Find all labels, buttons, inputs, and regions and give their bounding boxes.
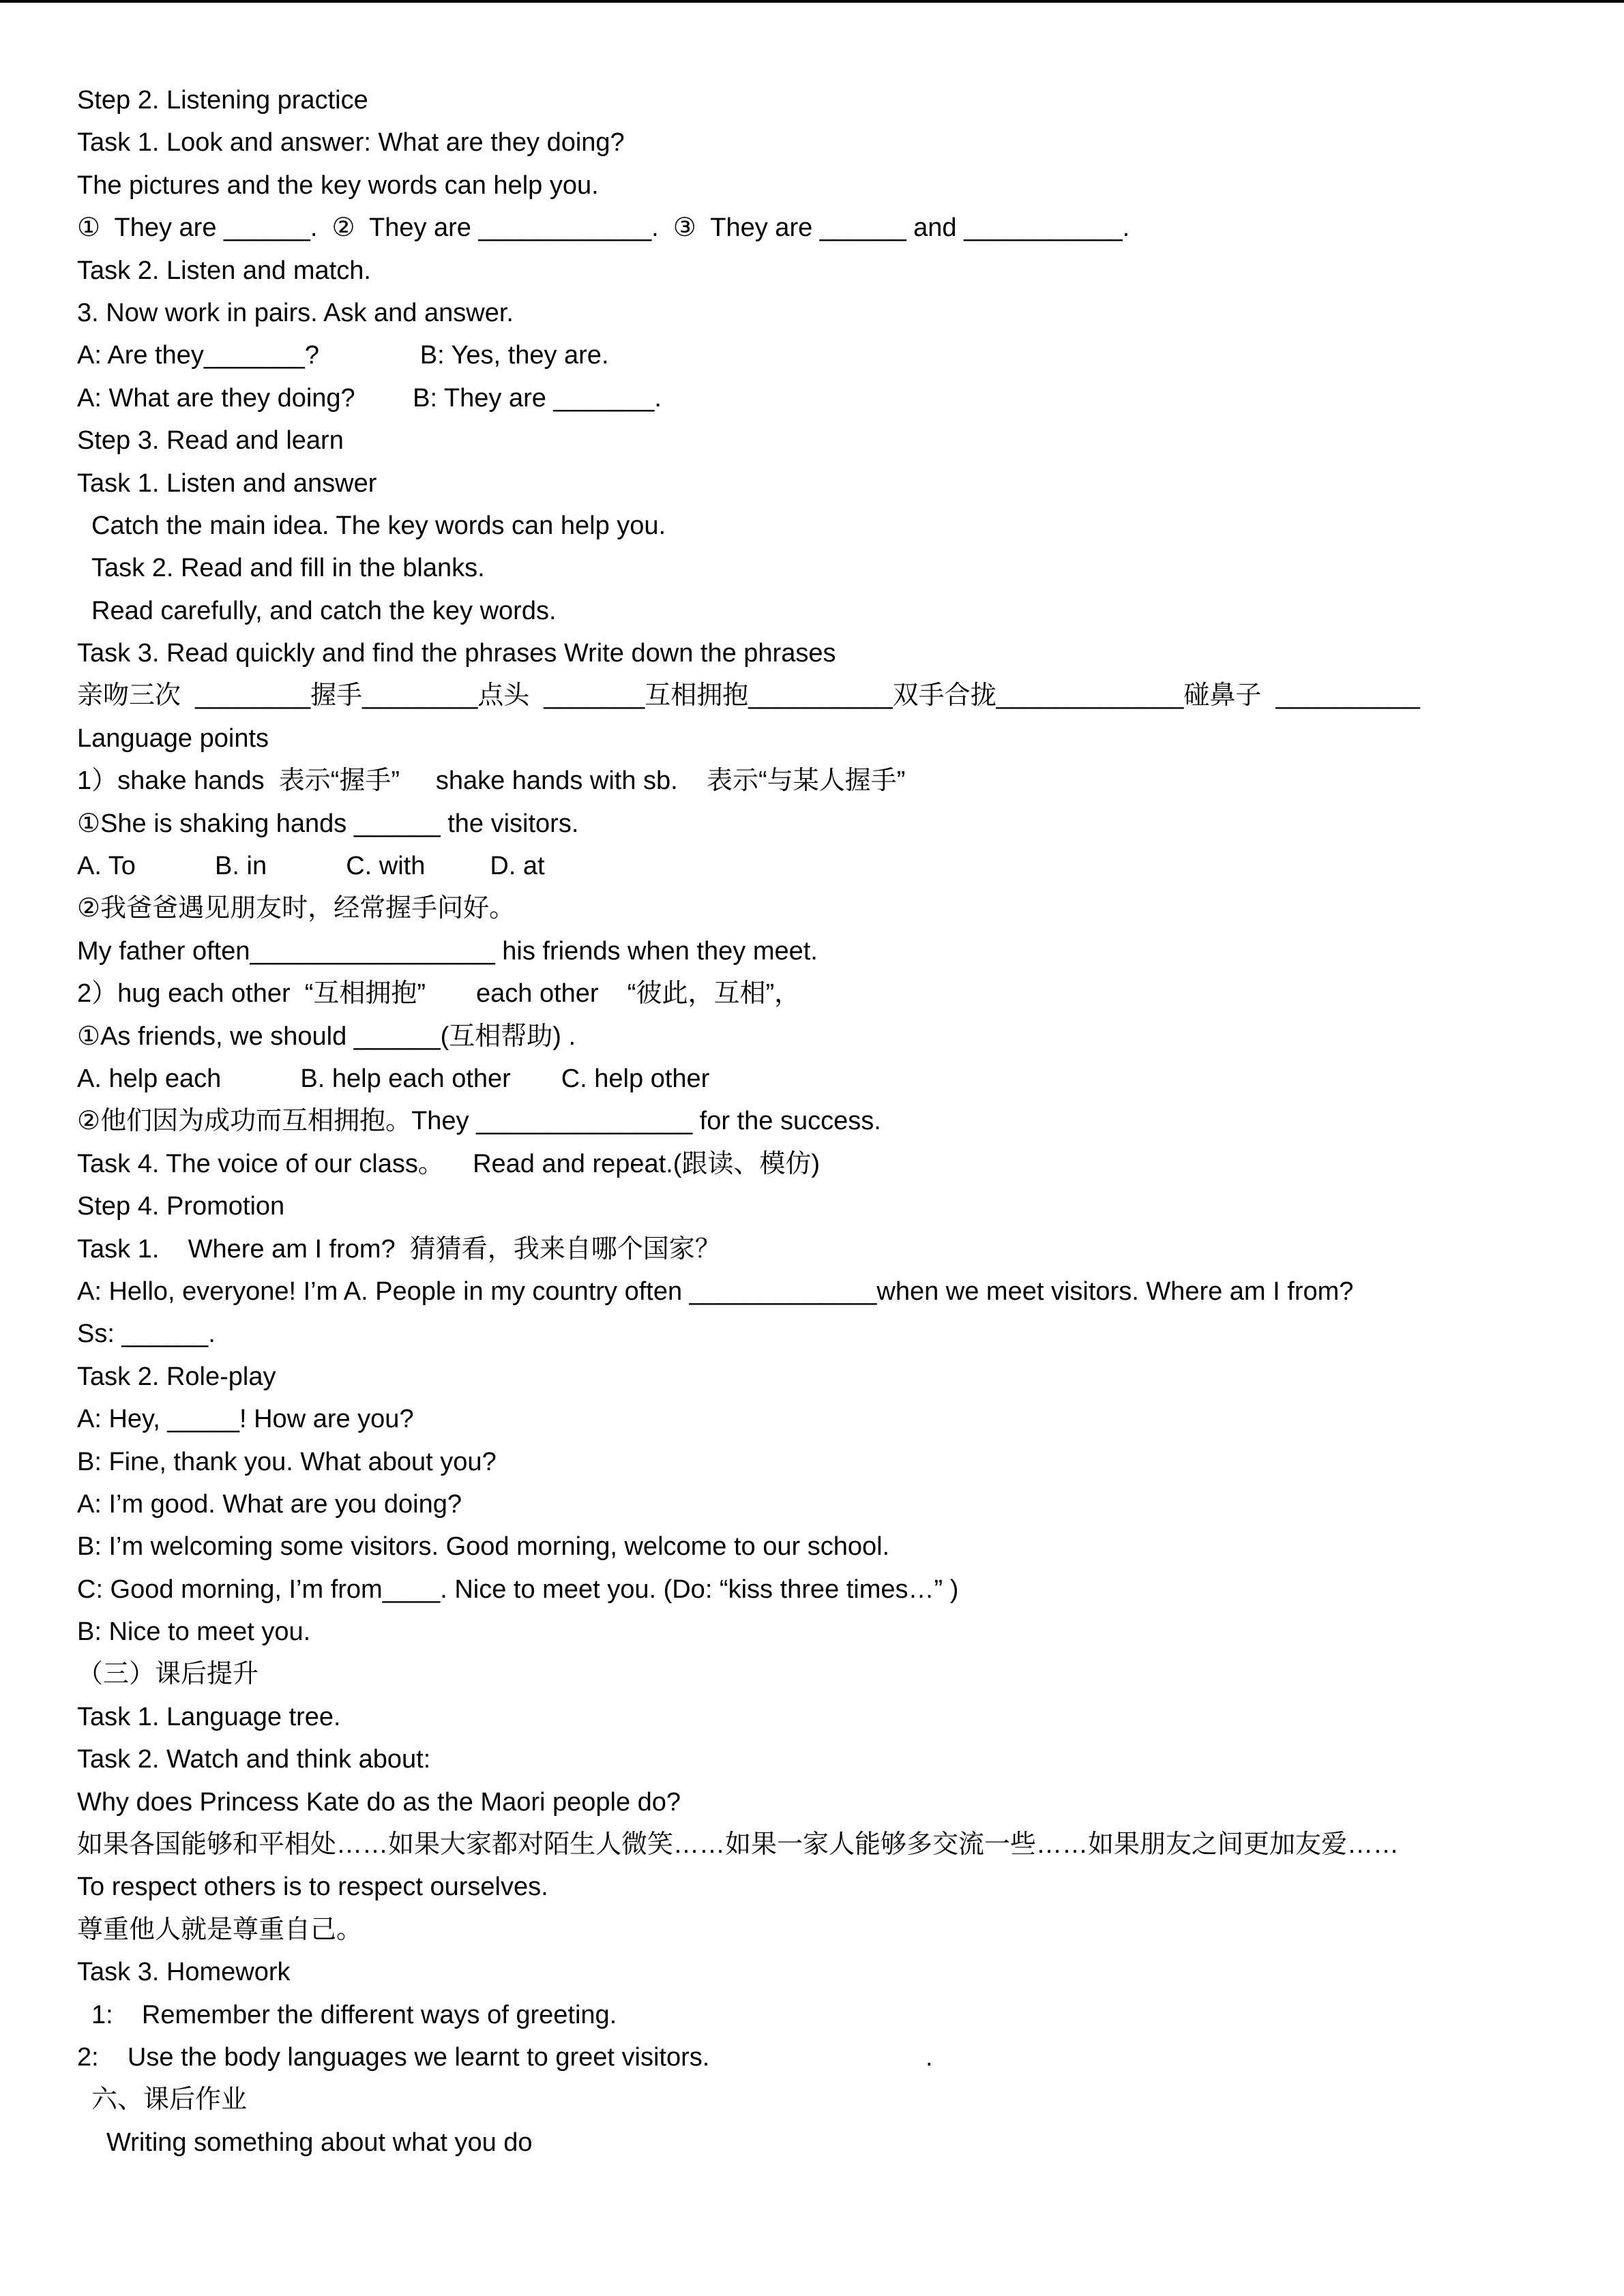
document-line: 1: Remember the different ways of greeting. [91,2000,617,2029]
document-line: Task 2. Role-play [77,1362,276,1391]
document-line: Ss: ______. [77,1320,216,1349]
document-line: Task 2. Read and fill in the blanks. [91,554,485,583]
document-line: A: Hello, everyone! I’m A. People in my country often _____________when we meet visitors. Where am I from? [77,1277,1354,1306]
page-top-border [0,0,1624,3]
document-line: Task 2. Listen and match. [77,256,371,285]
document-line: Writing something about what you do [106,2128,533,2157]
document-line: Language points [77,724,269,753]
document-line: A: Are they_______? B: Yes, they are. [77,341,609,370]
document-line: C: Good morning, I’m from____. Nice to meet you. (Do: “kiss three times…” ) [77,1575,959,1604]
document-line: ②我爸爸遇见朋友时，经常握手问好。 [77,894,516,923]
document-line: Task 1. Where am I from? 猜猜看，我来自哪个国家？ [77,1234,721,1264]
document-line: 2: Use the body languages we learnt to greet visitors. . [77,2042,933,2072]
document-line: 六、课后作业 [91,2085,248,2115]
document-line: B: Nice to meet you. [77,1617,311,1647]
document-line: Task 4. The voice of our class。 Read and repeat.(跟读、模仿) [77,1149,821,1178]
document-line: Task 3. Homework [77,1958,291,1987]
document-line: 3. Now work in pairs. Ask and answer. [77,298,514,327]
document-line: B: Fine, thank you. What about you? [77,1447,497,1476]
document-line: （三）课后提升 [77,1660,259,1689]
document-line: A: Hey, _____! How are you? [77,1405,414,1434]
document-line: 2）hug each other “互相拥抱” each other “彼此，互相”， [77,979,801,1009]
document-line: Why does Princess Kate do as the Maori people do? [77,1787,681,1817]
document-line: A: I’m good. What are you doing? [77,1489,462,1519]
document-line: Task 3. Read quickly and find the phrases Write down the phrases [77,639,836,668]
document-line: To respect others is to respect ourselves. [77,1873,548,1902]
document-line: A. To B. in C. with D. at [77,852,545,881]
document-line: Catch the main idea. The key words can help you. [91,511,666,540]
document-line: The pictures and the key words can help you. [77,170,599,200]
document-line: ①As friends, we should ______(互相帮助) . [77,1022,576,1051]
document-line: Task 2. Watch and think about: [77,1745,431,1774]
document-line: Task 1. Listen and answer [77,468,377,498]
document-line: A: What are they doing? B: They are _______. [77,383,662,413]
document-line: B: I’m welcoming some visitors. Good morning, welcome to our school. [77,1532,890,1562]
document-line: 如果各国能够和平相处……如果大家都对陌生人微笑……如果一家人能够多交流一些……如果朋友之间更加友爱…… [77,1830,1400,1860]
document-page [77,79,1550,2164]
document-line: Step 2. Listening practice [77,86,368,115]
document-line: ②他们因为成功而互相拥抱。They _______________ for the success. [77,1107,881,1136]
document-line: My father often_________________ his friends when they meet. [77,936,818,966]
document-line: Task 1. Look and answer: What are they doing? [77,128,625,158]
document-line: A. help each B. help each other C. help other [77,1064,710,1093]
document-line: Step 4. Promotion [77,1192,285,1221]
document-line: ① They are ______. ② They are ____________. ③ They are ______ and ___________. [77,213,1130,243]
document-line: Task 1. Language tree. [77,1702,341,1731]
document-line: 尊重他人就是尊重自己。 [77,1915,363,1944]
document-line: 1）shake hands 表示“握手” shake hands with sb. 表示“与某人握手” [77,766,906,796]
document-line: 亲吻三次 ________握手________点头 _______互相拥抱__________双手合拢_____________碰鼻子 __________ [77,681,1420,711]
document-line: ①She is shaking hands ______ the visitors. [77,809,579,838]
document-line: Step 3. Read and learn [77,426,344,456]
document-line: Read carefully, and catch the key words. [91,596,557,625]
